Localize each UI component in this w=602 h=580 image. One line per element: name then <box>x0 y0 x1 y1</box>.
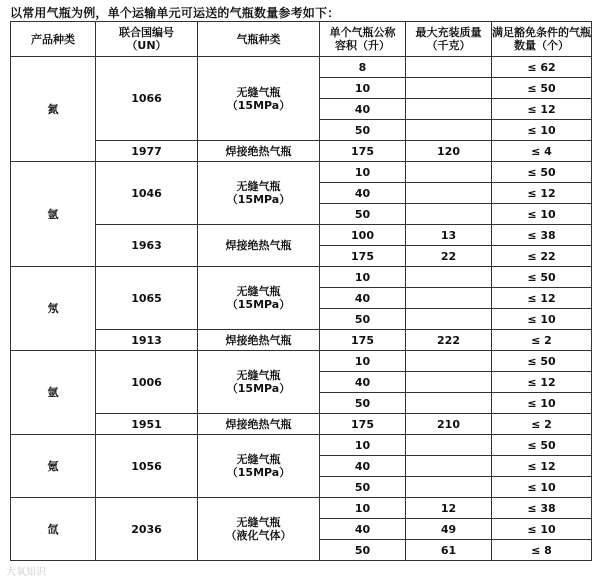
cylinder-count-cell: ≤ 12 <box>492 183 592 204</box>
header-max-mass: 最大充装质量 （千克） <box>406 22 492 57</box>
cylinder-count-cell: ≤ 2 <box>492 414 592 435</box>
table-row <box>11 330 592 351</box>
volume-cell: 50 <box>320 477 406 498</box>
product-cell: 氖 <box>11 267 96 351</box>
volume-cell: 50 <box>320 204 406 225</box>
cylinder-type-cell: 焊接绝热气瓶 <box>198 330 320 351</box>
volume-cell: 10 <box>320 78 406 99</box>
max-mass-cell <box>406 57 492 78</box>
cylinder-count-cell: ≤ 10 <box>492 519 592 540</box>
header-cylinder-type: 气瓶种类 <box>198 22 320 57</box>
max-mass-cell <box>406 204 492 225</box>
volume-cell: 40 <box>320 519 406 540</box>
un-number-cell: 1977 <box>96 141 198 162</box>
cylinder-count-cell: ≤ 4 <box>492 141 592 162</box>
volume-cell: 50 <box>320 309 406 330</box>
table-row <box>11 414 592 435</box>
max-mass-cell <box>406 456 492 477</box>
un-number-cell: 1951 <box>96 414 198 435</box>
table-row <box>11 141 592 162</box>
cylinder-type-cell: 无缝气瓶 （15MPa） <box>198 57 320 141</box>
volume-cell: 10 <box>320 498 406 519</box>
cylinder-count-cell: ≤ 10 <box>492 477 592 498</box>
volume-cell: 50 <box>320 393 406 414</box>
product-cell: 氙 <box>11 498 96 561</box>
max-mass-cell: 222 <box>406 330 492 351</box>
un-number-cell: 1056 <box>96 435 198 498</box>
cylinder-type-cell: 无缝气瓶 （15MPa） <box>198 435 320 498</box>
volume-cell: 40 <box>320 183 406 204</box>
max-mass-cell <box>406 351 492 372</box>
volume-cell: 10 <box>320 351 406 372</box>
cylinder-count-cell: ≤ 22 <box>492 246 592 267</box>
cylinder-type-cell: 无缝气瓶 （15MPa） <box>198 351 320 414</box>
max-mass-cell: 49 <box>406 519 492 540</box>
cylinder-count-cell: ≤ 50 <box>492 78 592 99</box>
max-mass-cell: 120 <box>406 141 492 162</box>
cylinder-count-cell: ≤ 10 <box>492 309 592 330</box>
max-mass-cell: 13 <box>406 225 492 246</box>
table-header-row <box>11 22 592 57</box>
un-number-cell: 1066 <box>96 57 198 141</box>
cylinder-count-cell: ≤ 38 <box>492 498 592 519</box>
max-mass-cell <box>406 372 492 393</box>
watermark: 大氧知识 <box>6 567 46 578</box>
max-mass-cell: 61 <box>406 540 492 561</box>
cylinder-count-cell: ≤ 12 <box>492 372 592 393</box>
volume-cell: 175 <box>320 246 406 267</box>
cylinder-count-cell: ≤ 50 <box>492 351 592 372</box>
max-mass-cell <box>406 393 492 414</box>
max-mass-cell <box>406 78 492 99</box>
volume-cell: 8 <box>320 57 406 78</box>
cylinder-count-cell: ≤ 12 <box>492 99 592 120</box>
volume-cell: 40 <box>320 99 406 120</box>
header-product: 产品种类 <box>11 22 96 57</box>
max-mass-cell <box>406 120 492 141</box>
max-mass-cell <box>406 309 492 330</box>
product-cell: 氩 <box>11 351 96 435</box>
max-mass-cell <box>406 162 492 183</box>
table-row <box>11 57 592 78</box>
cylinder-count-cell: ≤ 50 <box>492 267 592 288</box>
header-cylinder-count: 满足豁免条件的气瓶 数量（个） <box>492 22 592 57</box>
cylinder-count-cell: ≤ 50 <box>492 162 592 183</box>
volume-cell: 100 <box>320 225 406 246</box>
table-row <box>11 162 592 183</box>
cylinder-count-cell: ≤ 12 <box>492 456 592 477</box>
product-cell: 氩 <box>11 162 96 267</box>
cylinder-type-cell: 无缝气瓶 （液化气体） <box>198 498 320 561</box>
product-cell: 氮 <box>11 57 96 162</box>
header-un-number: 联合国编号 （UN） <box>96 22 198 57</box>
table-row <box>11 225 592 246</box>
volume-cell: 50 <box>320 540 406 561</box>
cylinder-count-cell: ≤ 10 <box>492 120 592 141</box>
un-number-cell: 1065 <box>96 267 198 330</box>
cylinder-type-cell: 焊接绝热气瓶 <box>198 225 320 267</box>
product-cell: 氪 <box>11 435 96 498</box>
max-mass-cell <box>406 288 492 309</box>
volume-cell: 40 <box>320 372 406 393</box>
table-row <box>11 267 592 288</box>
table-row <box>11 498 592 519</box>
cylinder-count-cell: ≤ 50 <box>492 435 592 456</box>
cylinder-count-cell: ≤ 10 <box>492 393 592 414</box>
volume-cell: 50 <box>320 120 406 141</box>
cylinder-type-cell: 无缝气瓶 （15MPa） <box>198 162 320 225</box>
un-number-cell: 1046 <box>96 162 198 225</box>
volume-cell: 10 <box>320 162 406 183</box>
un-number-cell: 1913 <box>96 330 198 351</box>
un-number-cell: 1963 <box>96 225 198 267</box>
cylinder-count-cell: ≤ 12 <box>492 288 592 309</box>
max-mass-cell: 22 <box>406 246 492 267</box>
cylinder-type-cell: 无缝气瓶 （15MPa） <box>198 267 320 330</box>
un-number-cell: 1006 <box>96 351 198 414</box>
cylinder-type-cell: 焊接绝热气瓶 <box>198 414 320 435</box>
volume-cell: 40 <box>320 456 406 477</box>
max-mass-cell <box>406 267 492 288</box>
table-row <box>11 351 592 372</box>
cylinder-count-cell: ≤ 38 <box>492 225 592 246</box>
table-row <box>11 435 592 456</box>
max-mass-cell <box>406 183 492 204</box>
max-mass-cell <box>406 99 492 120</box>
intro-text: 以常用气瓶为例，单个运输单元可运送的气瓶数量参考如下： <box>10 6 340 20</box>
cylinder-count-cell: ≤ 62 <box>492 57 592 78</box>
max-mass-cell: 12 <box>406 498 492 519</box>
table-body <box>11 57 592 561</box>
un-number-cell: 2036 <box>96 498 198 561</box>
volume-cell: 40 <box>320 288 406 309</box>
cylinder-count-cell: ≤ 8 <box>492 540 592 561</box>
max-mass-cell <box>406 477 492 498</box>
volume-cell: 175 <box>320 330 406 351</box>
volume-cell: 175 <box>320 414 406 435</box>
header-volume: 单个气瓶公称 容积（升） <box>320 22 406 57</box>
cylinder-count-cell: ≤ 2 <box>492 330 592 351</box>
volume-cell: 10 <box>320 267 406 288</box>
cylinder-count-cell: ≤ 10 <box>492 204 592 225</box>
cylinder-type-cell: 焊接绝热气瓶 <box>198 141 320 162</box>
max-mass-cell <box>406 435 492 456</box>
volume-cell: 10 <box>320 435 406 456</box>
volume-cell: 175 <box>320 141 406 162</box>
max-mass-cell: 210 <box>406 414 492 435</box>
gas-cylinder-table <box>10 21 592 561</box>
